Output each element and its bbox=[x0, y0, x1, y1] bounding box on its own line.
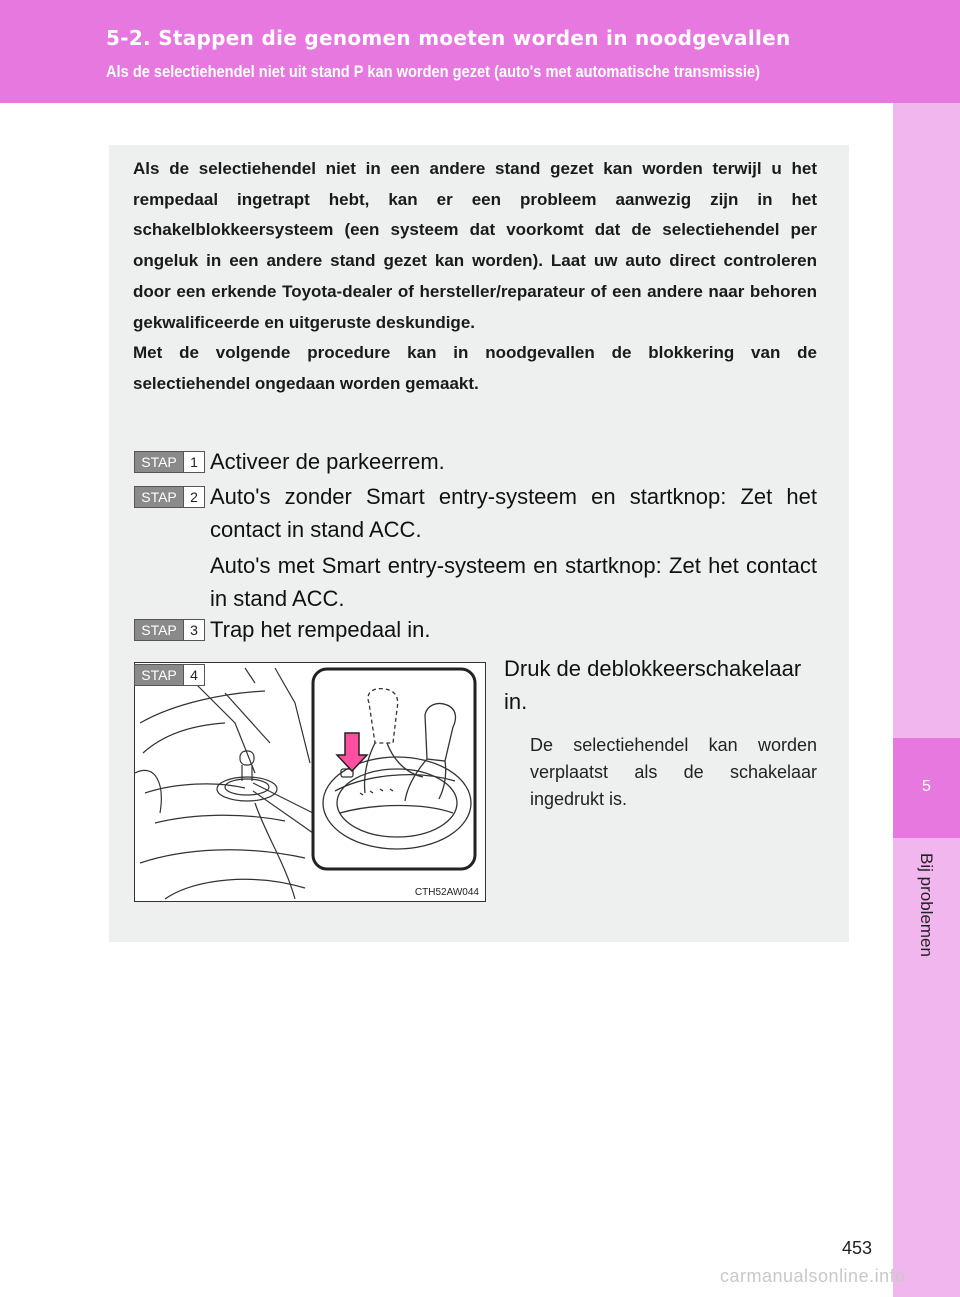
step-3-instruction: Trap het rempedaal in. bbox=[210, 617, 431, 642]
step-badge-number: 2 bbox=[183, 487, 204, 507]
step-4-badge bbox=[134, 664, 205, 686]
chapter-number: 5 bbox=[922, 778, 931, 795]
page-header bbox=[0, 0, 960, 103]
step-3-text bbox=[210, 613, 817, 646]
intro-paragraph: Als de selectiehendel niet in een andere stand gezet kan worden terwijl u het rempedaal ingetrapt hebt, kan er een probleem aanwezig zijn in het schakelblokkeersysteem (een systeem dat voorkomt dat de selectiehendel per ongeluk in een andere stand gezet kan worden). Laat uw auto direct controleren door een erkende Toyota-dealer of hersteller/reparateur of een andere naar behoren gekwalificeerde en uitgeruste deskundige. bbox=[133, 159, 817, 332]
chapter-tab[interactable] bbox=[893, 738, 960, 838]
step-2-text bbox=[210, 480, 817, 615]
section-subtitle: Als de selectiehendel niet uit stand P kan worden gezet (auto's met automatische transmissie) bbox=[106, 62, 760, 81]
step-1-text bbox=[210, 445, 817, 478]
step-badge-label: STAP bbox=[135, 452, 183, 472]
page-number: 453 bbox=[842, 1238, 873, 1258]
step-1-badge bbox=[134, 451, 205, 473]
sidebar-strip bbox=[893, 103, 960, 738]
illustration-drawing bbox=[135, 663, 485, 901]
step-3-badge bbox=[134, 619, 205, 641]
step-badge-number: 4 bbox=[183, 665, 204, 685]
section-title: 5-2. Stappen die genomen moeten worden in noodgevallen bbox=[106, 26, 791, 50]
step-badge-number: 3 bbox=[183, 620, 204, 640]
step-badge-number: 1 bbox=[183, 452, 204, 472]
step-1-instruction: Activeer de parkeerrem. bbox=[210, 449, 445, 474]
shift-lever-illustration bbox=[134, 662, 486, 902]
step-2-instruction-alt: Auto's met Smart entry-systeem en startknop: Zet het contact in stand ACC. bbox=[210, 553, 817, 611]
chapter-label: Bij problemen bbox=[917, 853, 936, 957]
intro-text bbox=[133, 154, 817, 400]
step-badge-label: STAP bbox=[135, 620, 183, 640]
watermark: carmanualsonline.info bbox=[720, 1266, 906, 1286]
step-4-note: De selectiehendel kan worden verplaatst als de schakelaar ingedrukt is. bbox=[530, 735, 817, 809]
step-2-badge bbox=[134, 486, 205, 508]
intro-paragraph-procedure: Met de volgende procedure kan in noodgevallen de blokkering van de selectiehendel ongedaan worden gemaakt. bbox=[133, 343, 817, 393]
step-4-instruction: Druk de deblokkeerschakelaar in. bbox=[504, 656, 802, 714]
step-2-instruction: Auto's zonder Smart entry-systeem en startknop: Zet het contact in stand ACC. bbox=[210, 484, 817, 542]
step-badge-label: STAP bbox=[135, 665, 183, 685]
step-badge-label: STAP bbox=[135, 487, 183, 507]
figure-code: CTH52AW044 bbox=[414, 887, 479, 898]
